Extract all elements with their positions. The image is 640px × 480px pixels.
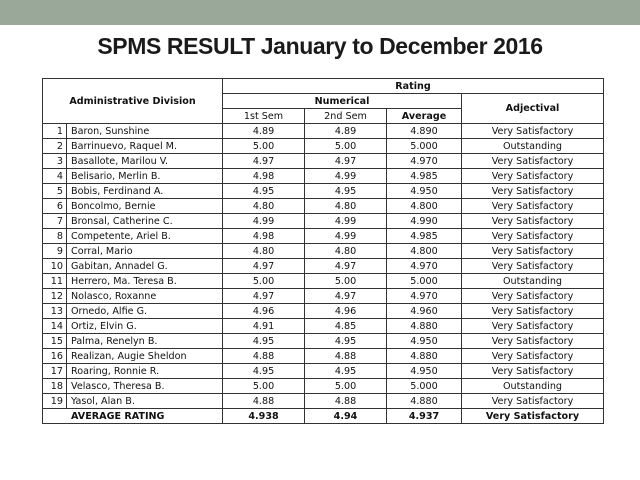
sem2-rating: 4.96 (305, 304, 387, 319)
table-row (43, 349, 604, 364)
sem2-rating: 4.97 (305, 154, 387, 169)
sem2-rating: 4.99 (305, 229, 387, 244)
average-rating: 4.800 (387, 244, 462, 259)
sem1-rating: 4.99 (223, 214, 305, 229)
sem2-rating: 4.80 (305, 244, 387, 259)
sem1-rating: 4.80 (223, 244, 305, 259)
row-number: 17 (43, 364, 67, 379)
sem1-rating: 5.00 (223, 274, 305, 289)
average-adjectival: Very Satisfactory (462, 409, 604, 424)
employee-name: Yasol, Alan B. (67, 394, 223, 409)
average-rating: 4.950 (387, 334, 462, 349)
employee-name: Ornedo, Alfie G. (67, 304, 223, 319)
employee-name: Nolasco, Roxanne (67, 289, 223, 304)
sem1-rating: 4.98 (223, 169, 305, 184)
spms-results-table (42, 78, 604, 424)
average-average: 4.937 (387, 409, 462, 424)
sem1-rating: 4.95 (223, 184, 305, 199)
sem1-header: 1st Sem (223, 109, 305, 124)
table-row (43, 154, 604, 169)
table-row (43, 319, 604, 334)
adjectival-rating: Very Satisfactory (462, 304, 604, 319)
employee-name: Bobis, Ferdinand A. (67, 184, 223, 199)
row-number: 7 (43, 214, 67, 229)
adjectival-rating: Very Satisfactory (462, 169, 604, 184)
employee-name: Basallote, Marilou V. (67, 154, 223, 169)
employee-name: Herrero, Ma. Teresa B. (67, 274, 223, 289)
employee-name: Gabitan, Annadel G. (67, 259, 223, 274)
table-row (43, 334, 604, 349)
sem1-rating: 4.95 (223, 334, 305, 349)
row-number: 14 (43, 319, 67, 334)
employee-name: Competente, Ariel B. (67, 229, 223, 244)
row-number: 13 (43, 304, 67, 319)
average-rating: 5.000 (387, 274, 462, 289)
adjectival-rating: Very Satisfactory (462, 244, 604, 259)
sem2-rating: 4.89 (305, 124, 387, 139)
average-rating: 4.985 (387, 229, 462, 244)
average-sem1: 4.938 (223, 409, 305, 424)
adjectival-rating: Outstanding (462, 274, 604, 289)
employee-name: Bronsal, Catherine C. (67, 214, 223, 229)
sem2-rating: 4.95 (305, 334, 387, 349)
table-row (43, 169, 604, 184)
employee-name: Velasco, Theresa B. (67, 379, 223, 394)
sem2-header: 2nd Sem (305, 109, 387, 124)
sem1-rating: 4.89 (223, 124, 305, 139)
table-row (43, 304, 604, 319)
row-number: 11 (43, 274, 67, 289)
employee-name: Roaring, Ronnie R. (67, 364, 223, 379)
average-rating: 4.950 (387, 184, 462, 199)
table-row (43, 124, 604, 139)
sem1-rating: 4.95 (223, 364, 305, 379)
employee-name: Corral, Mario (67, 244, 223, 259)
table-row (43, 229, 604, 244)
division-header: Administrative Division (43, 79, 223, 124)
rating-header: Rating (223, 79, 604, 94)
average-rating: 4.880 (387, 319, 462, 334)
average-rating-label: AVERAGE RATING (43, 409, 223, 424)
sem2-rating: 5.00 (305, 379, 387, 394)
adjectival-rating: Very Satisfactory (462, 394, 604, 409)
table-row (43, 199, 604, 214)
adjectival-rating: Very Satisfactory (462, 319, 604, 334)
average-rating: 5.000 (387, 139, 462, 154)
table-row (43, 364, 604, 379)
employee-name: Baron, Sunshine (67, 124, 223, 139)
average-rating: 4.880 (387, 349, 462, 364)
sem2-rating: 5.00 (305, 274, 387, 289)
employee-name: Boncolmo, Bernie (67, 199, 223, 214)
average-rating: 4.800 (387, 199, 462, 214)
average-rating: 4.970 (387, 154, 462, 169)
adjectival-rating: Very Satisfactory (462, 154, 604, 169)
row-number: 6 (43, 199, 67, 214)
sem1-rating: 5.00 (223, 379, 305, 394)
sem1-rating: 4.96 (223, 304, 305, 319)
adjectival-header: Adjectival (462, 94, 604, 124)
table-row (43, 394, 604, 409)
sem2-rating: 4.97 (305, 289, 387, 304)
employee-name: Barrinuevo, Raquel M. (67, 139, 223, 154)
sem1-rating: 4.91 (223, 319, 305, 334)
employee-name: Belisario, Merlin B. (67, 169, 223, 184)
row-number: 19 (43, 394, 67, 409)
table-row (43, 274, 604, 289)
numerical-header: Numerical (223, 94, 462, 109)
adjectival-rating: Very Satisfactory (462, 124, 604, 139)
row-number: 16 (43, 349, 67, 364)
top-banner (0, 0, 640, 25)
row-number: 12 (43, 289, 67, 304)
page-title: SPMS RESULT January to December 2016 (97, 33, 543, 59)
adjectival-rating: Very Satisfactory (462, 259, 604, 274)
table-row (43, 184, 604, 199)
row-number: 9 (43, 244, 67, 259)
row-number: 10 (43, 259, 67, 274)
sem2-rating: 4.95 (305, 364, 387, 379)
sem1-rating: 4.97 (223, 289, 305, 304)
average-rating: 4.960 (387, 304, 462, 319)
average-rating: 4.990 (387, 214, 462, 229)
sem2-rating: 4.99 (305, 214, 387, 229)
average-rating: 4.890 (387, 124, 462, 139)
row-number: 8 (43, 229, 67, 244)
row-number: 4 (43, 169, 67, 184)
adjectival-rating: Very Satisfactory (462, 229, 604, 244)
average-rating-row (43, 409, 604, 424)
adjectival-rating: Very Satisfactory (462, 289, 604, 304)
adjectival-rating: Very Satisfactory (462, 364, 604, 379)
sem1-rating: 4.80 (223, 199, 305, 214)
average-header: Average (387, 109, 462, 124)
row-number: 18 (43, 379, 67, 394)
table-row (43, 259, 604, 274)
average-rating: 4.970 (387, 289, 462, 304)
sem2-rating: 4.97 (305, 259, 387, 274)
adjectival-rating: Very Satisfactory (462, 184, 604, 199)
employee-name: Ortiz, Elvin G. (67, 319, 223, 334)
sem2-rating: 4.99 (305, 169, 387, 184)
table-body (43, 124, 604, 409)
adjectival-rating: Very Satisfactory (462, 214, 604, 229)
average-rating: 5.000 (387, 379, 462, 394)
sem1-rating: 5.00 (223, 139, 305, 154)
average-rating: 4.970 (387, 259, 462, 274)
sem2-rating: 4.80 (305, 199, 387, 214)
sem2-rating: 4.88 (305, 349, 387, 364)
table-row (43, 139, 604, 154)
row-number: 1 (43, 124, 67, 139)
sem1-rating: 4.97 (223, 154, 305, 169)
adjectival-rating: Outstanding (462, 139, 604, 154)
average-sem2: 4.94 (305, 409, 387, 424)
adjectival-rating: Very Satisfactory (462, 349, 604, 364)
average-rating: 4.950 (387, 364, 462, 379)
table-row (43, 289, 604, 304)
adjectival-rating: Very Satisfactory (462, 199, 604, 214)
table-row (43, 379, 604, 394)
row-number: 3 (43, 154, 67, 169)
sem1-rating: 4.97 (223, 259, 305, 274)
sem2-rating: 4.95 (305, 184, 387, 199)
row-number: 2 (43, 139, 67, 154)
sem2-rating: 4.88 (305, 394, 387, 409)
average-rating: 4.880 (387, 394, 462, 409)
employee-name: Realizan, Augie Sheldon (67, 349, 223, 364)
employee-name: Palma, Renelyn B. (67, 334, 223, 349)
sem1-rating: 4.98 (223, 229, 305, 244)
sem1-rating: 4.88 (223, 349, 305, 364)
row-number: 5 (43, 184, 67, 199)
table-row (43, 214, 604, 229)
sem2-rating: 4.85 (305, 319, 387, 334)
adjectival-rating: Very Satisfactory (462, 334, 604, 349)
sem1-rating: 4.88 (223, 394, 305, 409)
sem2-rating: 5.00 (305, 139, 387, 154)
adjectival-rating: Outstanding (462, 379, 604, 394)
average-rating: 4.985 (387, 169, 462, 184)
row-number: 15 (43, 334, 67, 349)
table-row (43, 244, 604, 259)
